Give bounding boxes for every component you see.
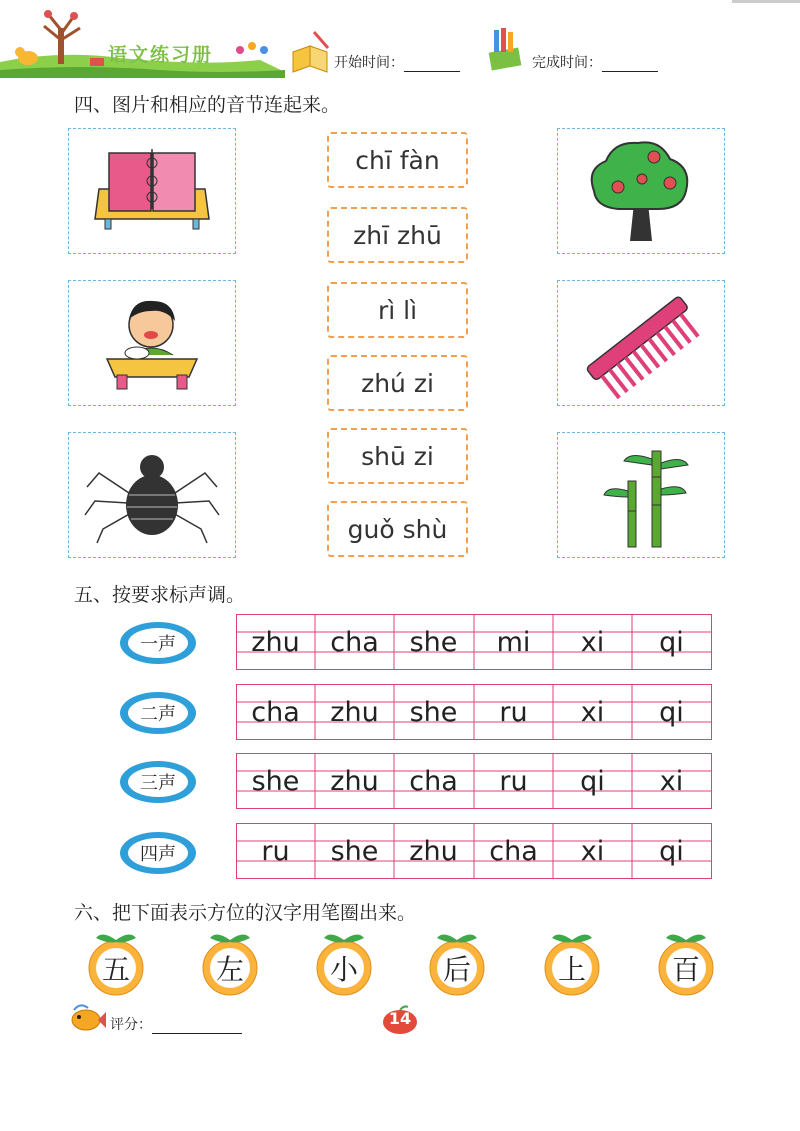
tone-label-second (118, 690, 198, 736)
pinyin-grid-row-1 (236, 614, 712, 670)
syllable-box[interactable]: zhú zi (327, 355, 468, 411)
pinyin-cell[interactable]: zhu (330, 696, 379, 728)
syllable-box[interactable]: rì lì (327, 282, 468, 338)
child-eating-icon (69, 281, 235, 405)
orange-character[interactable] (530, 926, 614, 996)
pinyin-cell[interactable]: zhu (409, 835, 458, 867)
syllable-box[interactable]: shū zi (327, 428, 468, 484)
tone-label-third (118, 759, 198, 805)
pinyin-cell[interactable]: cha (409, 765, 458, 797)
pinyin-cell[interactable]: xi (580, 696, 605, 728)
finish-time (532, 52, 658, 72)
fish-icon (66, 1002, 106, 1036)
score-blank[interactable] (152, 1019, 242, 1034)
page-header (0, 0, 800, 80)
section5-title: 五、按要求标声调。 (74, 584, 246, 606)
picture-calendar[interactable] (68, 128, 236, 254)
page-number (380, 1005, 420, 1035)
pinyin-cell[interactable]: ru (499, 765, 528, 797)
orange-character[interactable] (302, 926, 386, 996)
finish-time-label: 完成时间： (532, 55, 602, 71)
comb-icon (558, 281, 724, 405)
pinyin-cell[interactable]: ru (499, 696, 528, 728)
tone-label-text: 二声 (140, 704, 176, 725)
tone-label-fourth (118, 830, 198, 876)
bamboo-icon (558, 433, 724, 557)
workbook-title: 语文练习册 (108, 44, 214, 66)
pinyin-cell[interactable]: zhu (251, 626, 300, 658)
picture-comb[interactable] (557, 280, 725, 406)
orange-character[interactable] (188, 926, 272, 996)
tone-label-first (118, 620, 198, 666)
pinyin-grid-row-2 (236, 684, 712, 740)
orange-char-text: 上 (557, 953, 586, 986)
pinyin-cell[interactable]: qi (659, 626, 684, 658)
pinyin-cell[interactable]: mi (496, 626, 531, 658)
section6-title: 六、把下面表示方位的汉字用笔圈出来。 (74, 902, 417, 924)
pinyin-cell[interactable]: xi (580, 626, 605, 658)
tone-label-text: 四声 (140, 844, 176, 865)
picture-fruit-tree[interactable] (557, 128, 725, 254)
picture-spider[interactable] (68, 432, 236, 558)
syllable-box[interactable]: guǒ shù (327, 501, 468, 557)
page-number-text: 14 (388, 1009, 412, 1028)
pinyin-grid-row-3 (236, 753, 712, 809)
pinyin-grid-row-4 (236, 823, 712, 879)
start-time (334, 52, 460, 72)
orange-char-text: 左 (215, 953, 244, 986)
score-label: 评分： (110, 1017, 152, 1033)
spider-icon (69, 433, 235, 557)
pinyin-cell[interactable]: xi (580, 835, 605, 867)
orange-character[interactable] (74, 926, 158, 996)
tone-label-text: 三声 (140, 773, 176, 794)
pinyin-cell[interactable]: ru (261, 835, 290, 867)
pinyin-cell[interactable]: she (409, 626, 458, 658)
tone-label-text: 一声 (140, 634, 176, 655)
calendar-icon (69, 129, 235, 253)
pinyin-cell[interactable]: cha (330, 626, 379, 658)
pinyin-cell[interactable]: she (251, 765, 300, 797)
orange-char-text: 小 (329, 953, 358, 986)
fruit-tree-icon (558, 129, 724, 253)
syllable-box[interactable]: zhī zhū (327, 207, 468, 263)
pinyin-cell[interactable]: she (330, 835, 379, 867)
orange-char-text: 后 (442, 953, 471, 986)
start-time-blank[interactable] (404, 57, 460, 72)
pinyin-cell[interactable]: cha (489, 835, 538, 867)
start-time-label: 开始时间： (334, 55, 404, 71)
orange-char-text: 百 (671, 953, 700, 986)
orange-character[interactable] (644, 926, 728, 996)
pinyin-cell[interactable]: she (409, 696, 458, 728)
picture-child-eating[interactable] (68, 280, 236, 406)
pinyin-cell[interactable]: qi (659, 696, 684, 728)
pinyin-cell[interactable]: qi (659, 835, 684, 867)
pinyin-cell[interactable]: zhu (330, 765, 379, 797)
syllable-box[interactable]: chī fàn (327, 132, 468, 188)
orange-char-text: 五 (101, 953, 130, 986)
pinyin-cell[interactable]: qi (580, 765, 605, 797)
orange-character[interactable] (415, 926, 499, 996)
section4-title: 四、图片和相应的音节连起来。 (74, 94, 341, 116)
picture-bamboo[interactable] (557, 432, 725, 558)
pinyin-cell[interactable]: xi (659, 765, 684, 797)
finish-time-blank[interactable] (602, 57, 658, 72)
pinyin-cell[interactable]: cha (251, 696, 300, 728)
score (110, 1014, 242, 1034)
